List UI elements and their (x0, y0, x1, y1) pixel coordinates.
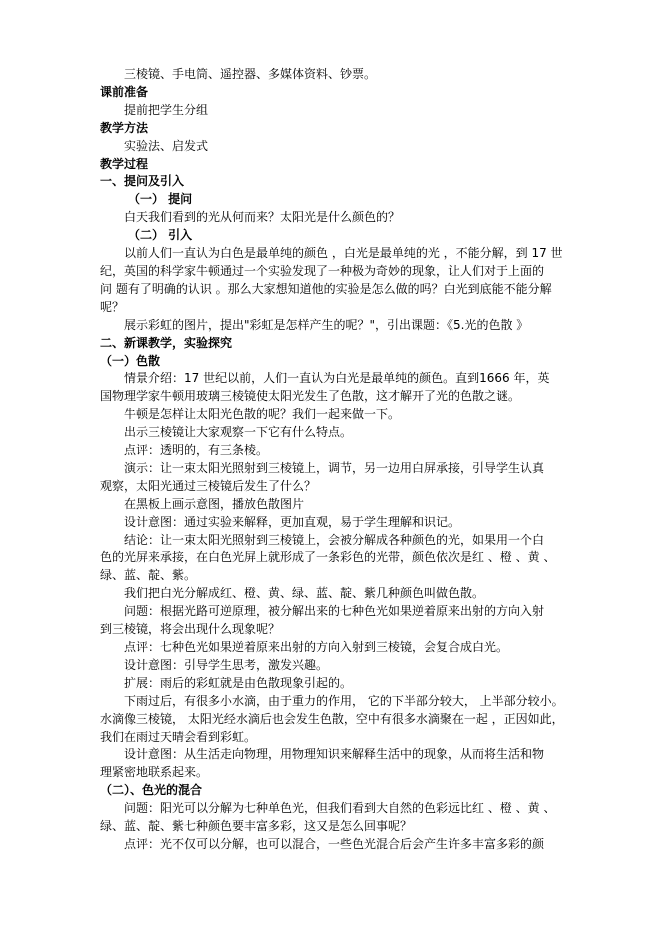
text-line: 牛顿是怎样让太阳光色散的呢？我们一起来做一下。 (124, 407, 401, 422)
section-heading: 课前准备 (100, 84, 149, 99)
subsection-heading: （二） 引入 (128, 228, 193, 243)
subsection-heading: （一）色散 (100, 353, 161, 368)
text-line: 演示：让一束太阳光照射到三棱镜上，调节，另一边用白屏承接，引导学生认真 (124, 460, 545, 475)
text-line: 提前把学生分组 (124, 102, 209, 117)
text-line: 观察，太阳光通过三棱镜后发生了什么？ (100, 478, 317, 493)
text-line: 扩展：雨后的彩虹就是由色散现象引起的。 (124, 675, 353, 690)
text-line: 问题：根据光路可逆原理，被分解出来的七种色光如果逆着原来出射的方向入射 (124, 604, 545, 619)
section-heading: 教学过程 (100, 156, 149, 171)
text-line: 绿、蓝、靛、紫七种颜色要丰富多彩，这又是怎么回事呢？ (100, 819, 413, 834)
text-line: 呢？ (100, 299, 125, 314)
text-line: 设计意图：通过实验来解释，更加直观，易于学生理解和识记。 (124, 514, 461, 529)
section-heading: 一、提问及引入 (100, 174, 185, 189)
text-line: 纪，英国的科学家牛顿通过一个实验发现了一种极为奇妙的现象，让人们对于上面的 (100, 263, 545, 278)
text-line: 我们在雨过天晴会看到彩虹。 (100, 729, 257, 744)
text-line: 三棱镜、手电筒、遥控器、多媒体资料、钞票。 (124, 67, 377, 81)
text-line: 水滴像三棱镜， 太阳光经水滴后也会发生色散，空中有很多水滴聚在一起 ，正因如此， (100, 711, 564, 726)
text-line: 理紧密地联系起来。 (100, 765, 209, 780)
text-line: 下雨过后，有很多小水滴，由于重力的作用， 它的下半部分较大， 上半部分较小。 (124, 693, 564, 708)
subsection-heading: （一） 提问 (128, 192, 193, 207)
text-line: 结论：让一束太阳光照射到三棱镜上，会被分解成各种颜色的光，如果用一个白 (124, 532, 545, 547)
text-line: 展示彩虹的图片，提出"彩虹是怎样产生的呢？"，引出课题：《5.光的色散 》 (124, 317, 529, 332)
text-line: 国物理学家牛顿用玻璃三棱镜使太阳光发生了色散，这才解开了光的色散之谜。 (100, 389, 521, 404)
text-line: 白天我们看到的光从何而来？太阳光是什么颜色的？ (124, 210, 401, 225)
text-line: 情景介绍：17 世纪以前，人们一直认为白光是最单纯的颜色。直到1666 年，英 (124, 371, 550, 386)
text-line: 设计意图：从生活走向物理，用物理知识来解释生活中的现象，从而将生活和物 (124, 747, 545, 762)
text-line: 点评：光不仅可以分解，也可以混合，一些色光混合后会产生许多丰富多彩的颜 (124, 836, 545, 851)
text-line: 在黑板上画示意图，播放色散图片 (124, 496, 305, 511)
text-line: 到三棱镜，将会出现什么现象呢？ (100, 622, 281, 637)
text-line: 出示三棱镜让大家观察一下它有什么特点。 (124, 425, 353, 440)
text-line: 绿、蓝、靛、紫。 (100, 568, 197, 583)
subsection-heading: （二）、色光的混合 (100, 783, 203, 798)
text-line: 点评：七种色光如果逆着原来出射的方向入射到三棱镜，会复合成白光。 (124, 640, 509, 654)
text-line: 问题：阳光可以分解为七种单色光，但我们看到大自然的色彩远比红 、橙 、黄 、 (124, 801, 556, 816)
document-page (100, 66, 600, 854)
section-heading: 二、新课教学，实验探究 (100, 335, 233, 350)
section-heading: 教学方法 (100, 120, 149, 135)
text-line: 设计意图：引导学生思考，激发兴趣。 (124, 657, 329, 672)
text-line: 我们把白光分解成红、橙、黄、绿、蓝、靛、紫几种颜色叫做色散。 (124, 586, 485, 601)
text-line: 以前人们一直认为白色是最单纯的颜色 ，白光是最单纯的光 ，不能分解，到 17 世 (124, 246, 563, 261)
text-line: 问 题有了明确的认识 。那么大家想知道他的实验是怎么做的吗？白光到底能不能分解 (100, 281, 552, 296)
text-line: 点评：透明的，有三条棱。 (124, 443, 269, 458)
text-line: 色的光屏来承接，在白色光屏上就形成了一条彩色的光带，颜色依次是红 、橙 、黄 、 (100, 550, 556, 565)
text-line: 实验法、启发式 (124, 138, 209, 153)
